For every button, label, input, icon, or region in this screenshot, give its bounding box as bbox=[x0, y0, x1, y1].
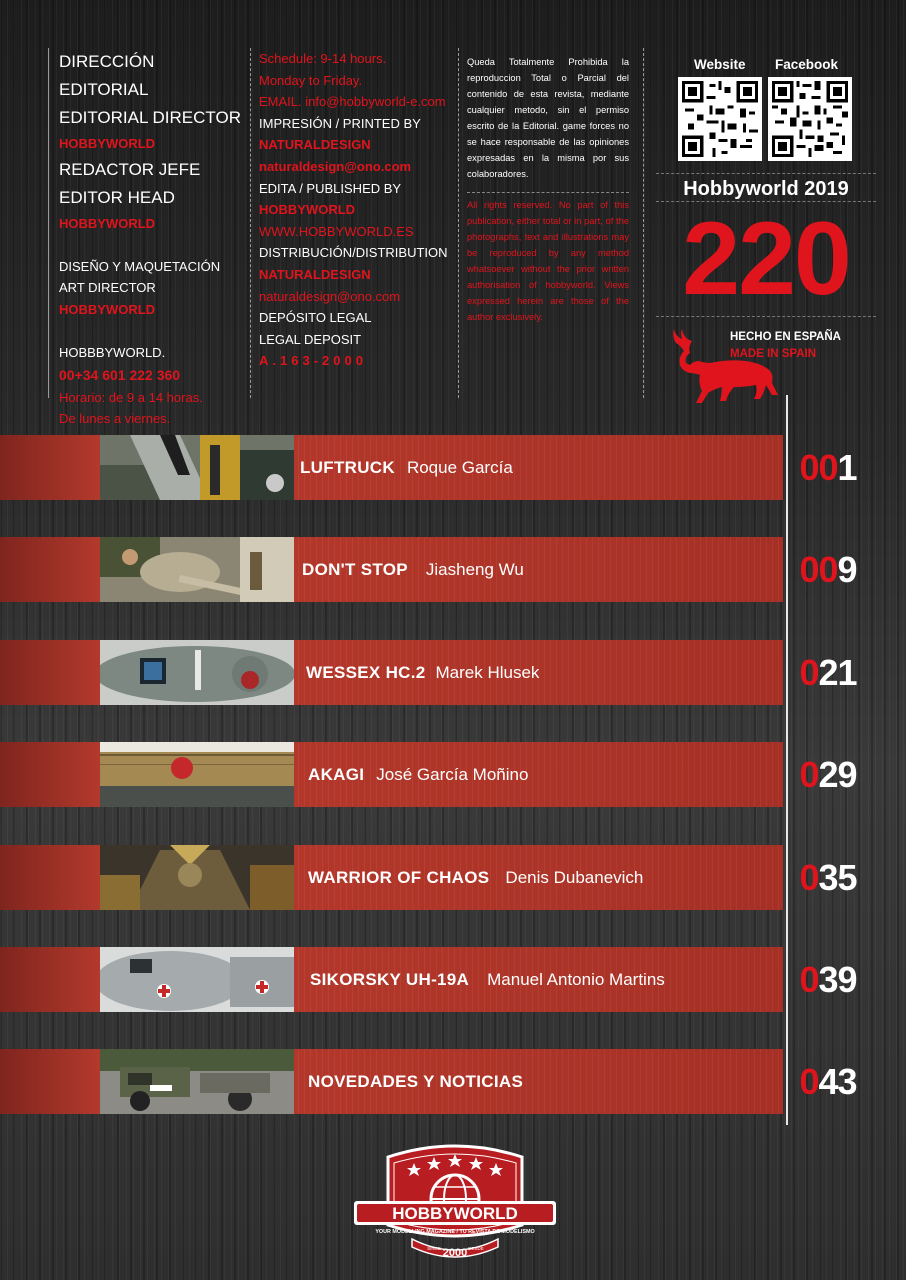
page-number[interactable] bbox=[788, 742, 868, 807]
issue-year-label: Hobbyworld 2019 bbox=[656, 173, 876, 202]
legal-notice-english: All rights reserved. No part of this publication, either total or in part, of the photographs, text and illustrations may be reproduced by any method whatsoever without the prior written authorisation of hobbyworld. Views expressed herein are those of the author exclusively. bbox=[467, 192, 629, 325]
row-text bbox=[300, 435, 513, 500]
page-number-value: 9 bbox=[837, 548, 857, 590]
credit-name: HOBBYWORLD bbox=[259, 202, 356, 218]
credit-line: DISEÑO Y MAQUETACIÓN bbox=[59, 259, 221, 274]
page-number-value: 35 bbox=[818, 856, 857, 898]
page-number-value: 29 bbox=[818, 753, 857, 795]
contents-row[interactable] bbox=[100, 947, 783, 1012]
credits-column-staff bbox=[48, 48, 248, 426]
credit-line: DISTRIBUCIÓN/DISTRIBUTION bbox=[259, 245, 448, 261]
row-stripe bbox=[0, 435, 100, 500]
credit-line: Monday to Friday. bbox=[259, 72, 363, 88]
credit-line: Schedule: 9-14 hours. bbox=[259, 51, 387, 66]
email-text: EMAIL. info@hobbyworld-e.com bbox=[259, 94, 446, 110]
article-title: SIKORSKY UH-19A bbox=[310, 969, 470, 989]
credit-name: HOBBYWORLD bbox=[59, 136, 156, 151]
schedule-text: Horario: de 9 a 14 horas. bbox=[59, 390, 203, 405]
page-number[interactable] bbox=[788, 845, 868, 910]
credit-name: HOBBYWORLD bbox=[59, 216, 156, 231]
credit-line: EDITA / PUBLISHED BY bbox=[259, 180, 402, 196]
article-author: Roque García bbox=[406, 457, 513, 477]
article-thumbnail bbox=[100, 947, 294, 1012]
row-stripe bbox=[0, 742, 100, 807]
logo-name: HOBBYWORLD bbox=[392, 1204, 518, 1223]
credit-line: EDITORIAL DIRECTOR bbox=[59, 108, 241, 127]
row-stripe bbox=[0, 947, 100, 1012]
page-number-prefix: 00 bbox=[799, 548, 838, 590]
email-text: naturaldesign@ono.com bbox=[259, 288, 401, 304]
page-number-prefix: 0 bbox=[799, 856, 819, 898]
website-text: WWW.HOBBYWORLD.ES bbox=[259, 223, 414, 239]
credit-name: NATURALDESIGN bbox=[259, 137, 371, 153]
article-author: Jiasheng Wu bbox=[425, 559, 524, 579]
page-number[interactable] bbox=[788, 640, 868, 705]
credit-line: LEGAL DEPOSIT bbox=[259, 331, 362, 347]
row-stripe bbox=[0, 1049, 100, 1114]
row-stripe bbox=[0, 845, 100, 910]
credit-line: DIRECCIÓN EDITORIAL bbox=[59, 52, 155, 99]
page-number[interactable] bbox=[788, 537, 868, 602]
qr-label-facebook: Facebook bbox=[775, 57, 839, 72]
contents-row[interactable] bbox=[100, 845, 783, 910]
qr-code-icon bbox=[772, 81, 848, 157]
credits-column-publishing bbox=[250, 48, 450, 398]
credit-line: REDACTOR JEFE bbox=[59, 160, 201, 179]
credit-line: ART DIRECTOR bbox=[59, 280, 156, 295]
article-author: Denis Dubanevich bbox=[505, 867, 644, 887]
qr-code-icon bbox=[682, 81, 758, 157]
logo-year: 2000 bbox=[442, 1247, 468, 1259]
hobbyworld-logo bbox=[352, 1143, 558, 1265]
row-text bbox=[308, 845, 643, 910]
article-thumbnail bbox=[100, 537, 294, 602]
article-title: AKAGI bbox=[308, 764, 365, 784]
legal-deposit-number: A.163-2000 bbox=[259, 353, 367, 369]
article-thumbnail bbox=[100, 435, 294, 500]
article-title: WARRIOR OF CHAOS bbox=[308, 867, 490, 887]
credit-name: NATURALDESIGN bbox=[259, 266, 371, 282]
contents-row[interactable] bbox=[100, 742, 783, 807]
article-thumbnail bbox=[100, 845, 294, 910]
contents-row[interactable] bbox=[100, 640, 783, 705]
page-number-prefix: 0 bbox=[799, 651, 819, 693]
row-stripe bbox=[0, 537, 100, 602]
article-thumbnail bbox=[100, 742, 294, 807]
made-in-spain-label-es: HECHO EN ESPAÑA bbox=[730, 331, 841, 343]
made-in-spain-label-en: MADE IN SPAIN bbox=[730, 348, 817, 360]
issue-number: 220 bbox=[682, 201, 850, 317]
contents-row[interactable] bbox=[100, 435, 783, 500]
page-number[interactable] bbox=[788, 1049, 868, 1114]
logo-desde: DESDE bbox=[468, 1246, 484, 1251]
article-author: Marek Hlusek bbox=[435, 662, 540, 682]
article-title: LUFTRUCK bbox=[300, 457, 395, 477]
row-text bbox=[310, 947, 665, 1012]
article-title: DON'T STOP bbox=[302, 559, 408, 579]
page-number-prefix: 0 bbox=[799, 958, 819, 1000]
page-number-prefix: 00 bbox=[799, 446, 838, 488]
row-text bbox=[302, 537, 524, 602]
row-text bbox=[308, 742, 528, 807]
page-number-value: 1 bbox=[837, 446, 857, 488]
logo-tagline: YOUR MODELLING MAGAZINE / TU REVISTA DE MODELISMO bbox=[375, 1229, 535, 1235]
contents-row[interactable] bbox=[100, 1049, 783, 1114]
credit-line: IMPRESIÓN / PRINTED BY bbox=[259, 115, 421, 131]
credit-line: HOBBBYWORLD. bbox=[59, 345, 166, 360]
page-number-value: 43 bbox=[818, 1060, 857, 1102]
article-author: José García Moñino bbox=[376, 764, 529, 784]
article-thumbnail bbox=[100, 640, 294, 705]
row-text bbox=[306, 640, 539, 705]
row-stripe bbox=[0, 640, 100, 705]
page-number[interactable] bbox=[788, 947, 868, 1012]
credit-line: EDITOR HEAD bbox=[59, 188, 175, 207]
logo-since: SINCE bbox=[427, 1246, 441, 1251]
divider bbox=[656, 316, 876, 317]
page-number-prefix: 0 bbox=[799, 753, 819, 795]
article-title: NOVEDADES Y NOTICIAS bbox=[308, 1071, 524, 1091]
row-text bbox=[308, 1049, 523, 1114]
email-text: naturaldesign@ono.com bbox=[259, 158, 412, 174]
legal-notice-spanish: Queda Totalmente Prohibida la reproduccion Total o Parcial del contenido de esta revista, mediante cualquier metodo, sin el permiso escrito de la Editorial. game forces no se hace responsable de las opiniones expresadas en la misma por sus colaboradores. bbox=[467, 57, 629, 179]
website-qr-code[interactable] bbox=[678, 77, 762, 161]
credit-name: HOBBYWORLD bbox=[59, 302, 156, 317]
article-title: WESSEX HC.2 bbox=[306, 662, 426, 682]
contents-row[interactable] bbox=[100, 537, 783, 602]
qr-label-website: Website bbox=[694, 57, 746, 72]
page-number-value: 21 bbox=[818, 651, 857, 693]
schedule-text: De lunes a viernes. bbox=[59, 411, 171, 426]
phone-number: 00+34 601 222 360 bbox=[59, 367, 181, 383]
page-number-prefix: 0 bbox=[799, 1060, 819, 1102]
article-author: Manuel Antonio Martins bbox=[487, 969, 665, 989]
credit-line: DEPÓSITO LEGAL bbox=[259, 310, 372, 326]
article-thumbnail bbox=[100, 1049, 294, 1114]
page-number[interactable] bbox=[788, 435, 868, 500]
facebook-qr-code[interactable] bbox=[768, 77, 852, 161]
page-number-value: 39 bbox=[818, 958, 857, 1000]
credits-column-legal bbox=[458, 48, 644, 398]
